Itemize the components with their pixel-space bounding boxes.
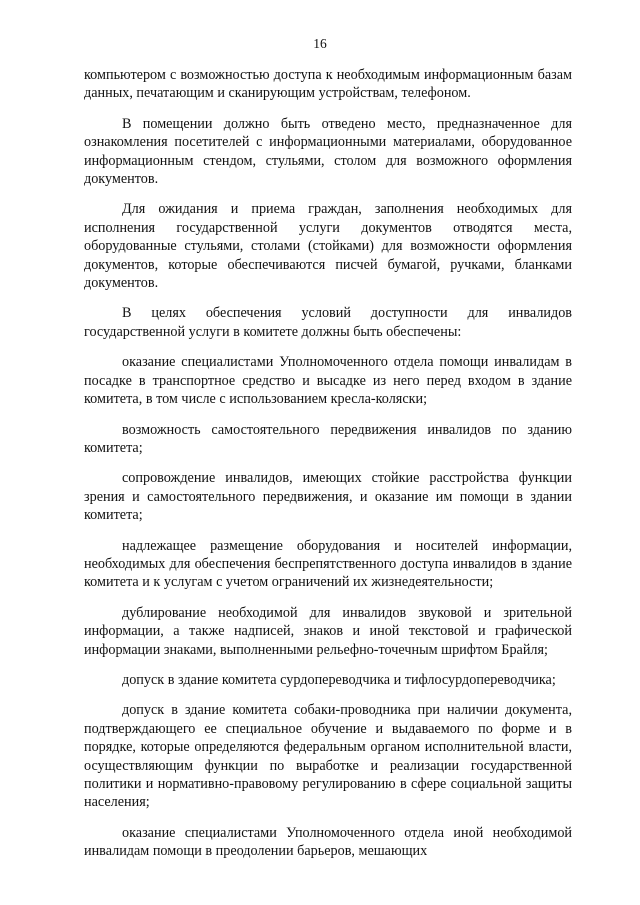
paragraph-3: Для ожидания и приема граждан, заполнения необходимых для исполнения государственной услуги документов отводятся места, оборудованные стульями, столами (стойками) для возможности оформления документов, которые обеспечиваются писчей бумагой, ручками, бланками документов. (84, 201, 572, 292)
paragraph-11: допуск в здание комитета собаки-проводника при наличии документа, подтверждающего ее специальное обучение и выдаваемого по форме и в порядке, которые определяются федеральным органом исполнительной власти, осуществляющим функции по выработке и реализации государственной политики и нормативно-правовому регулированию в сфере социальной защиты населения; (84, 702, 572, 811)
paragraph-5: оказание специалистами Уполномоченного отдела помощи инвалидам в посадке в транспортное средство и высадке из него перед входом в здание комитета, в том числе с использованием кресла-коляски; (84, 354, 572, 408)
paragraph-4: В целях обеспечения условий доступности для инвалидов государственной услуги в комитете должны быть обеспечены: (84, 305, 572, 340)
paragraph-7: сопровождение инвалидов, имеющих стойкие расстройства функции зрения и самостоятельного передвижения, и оказание им помощи в здании комитета; (84, 470, 572, 524)
document-body (84, 66, 572, 873)
paragraph-8: надлежащее размещение оборудования и носителей информации, необходимых для обеспечения беспрепятственного доступа инвалидов в здание комитета и к услугам с учетом ограничений их жизнедеятельности; (84, 537, 572, 591)
paragraph-12: оказание специалистами Уполномоченного отдела иной необходимой инвалидам помощи в преодолении барьеров, мешающих (84, 824, 572, 860)
paragraph-10: допуск в здание комитета сурдопереводчика и тифлосурдопереводчика; (122, 671, 556, 688)
page-number: 16 (313, 36, 327, 51)
paragraph-6: возможность самостоятельного передвижения инвалидов по зданию комитета; (84, 421, 572, 456)
paragraph-1: компьютером с возможностью доступа к необходимым информационным базам данных, печатающим и сканирующим устройствам, телефоном. (84, 67, 572, 102)
paragraph-2: В помещении должно быть отведено место, предназначенное для ознакомления посетителей с информационными материалами, оборудованное информационным стендом, стульями, столом для возможного оформления документов. (84, 115, 572, 188)
paragraph-9: дублирование необходимой для инвалидов звуковой и зрительной информации, а также надписей, знаков и иной текстовой и графической информации знаками, выполненными рельефно-точечным шрифтом Брайля; (84, 604, 572, 658)
